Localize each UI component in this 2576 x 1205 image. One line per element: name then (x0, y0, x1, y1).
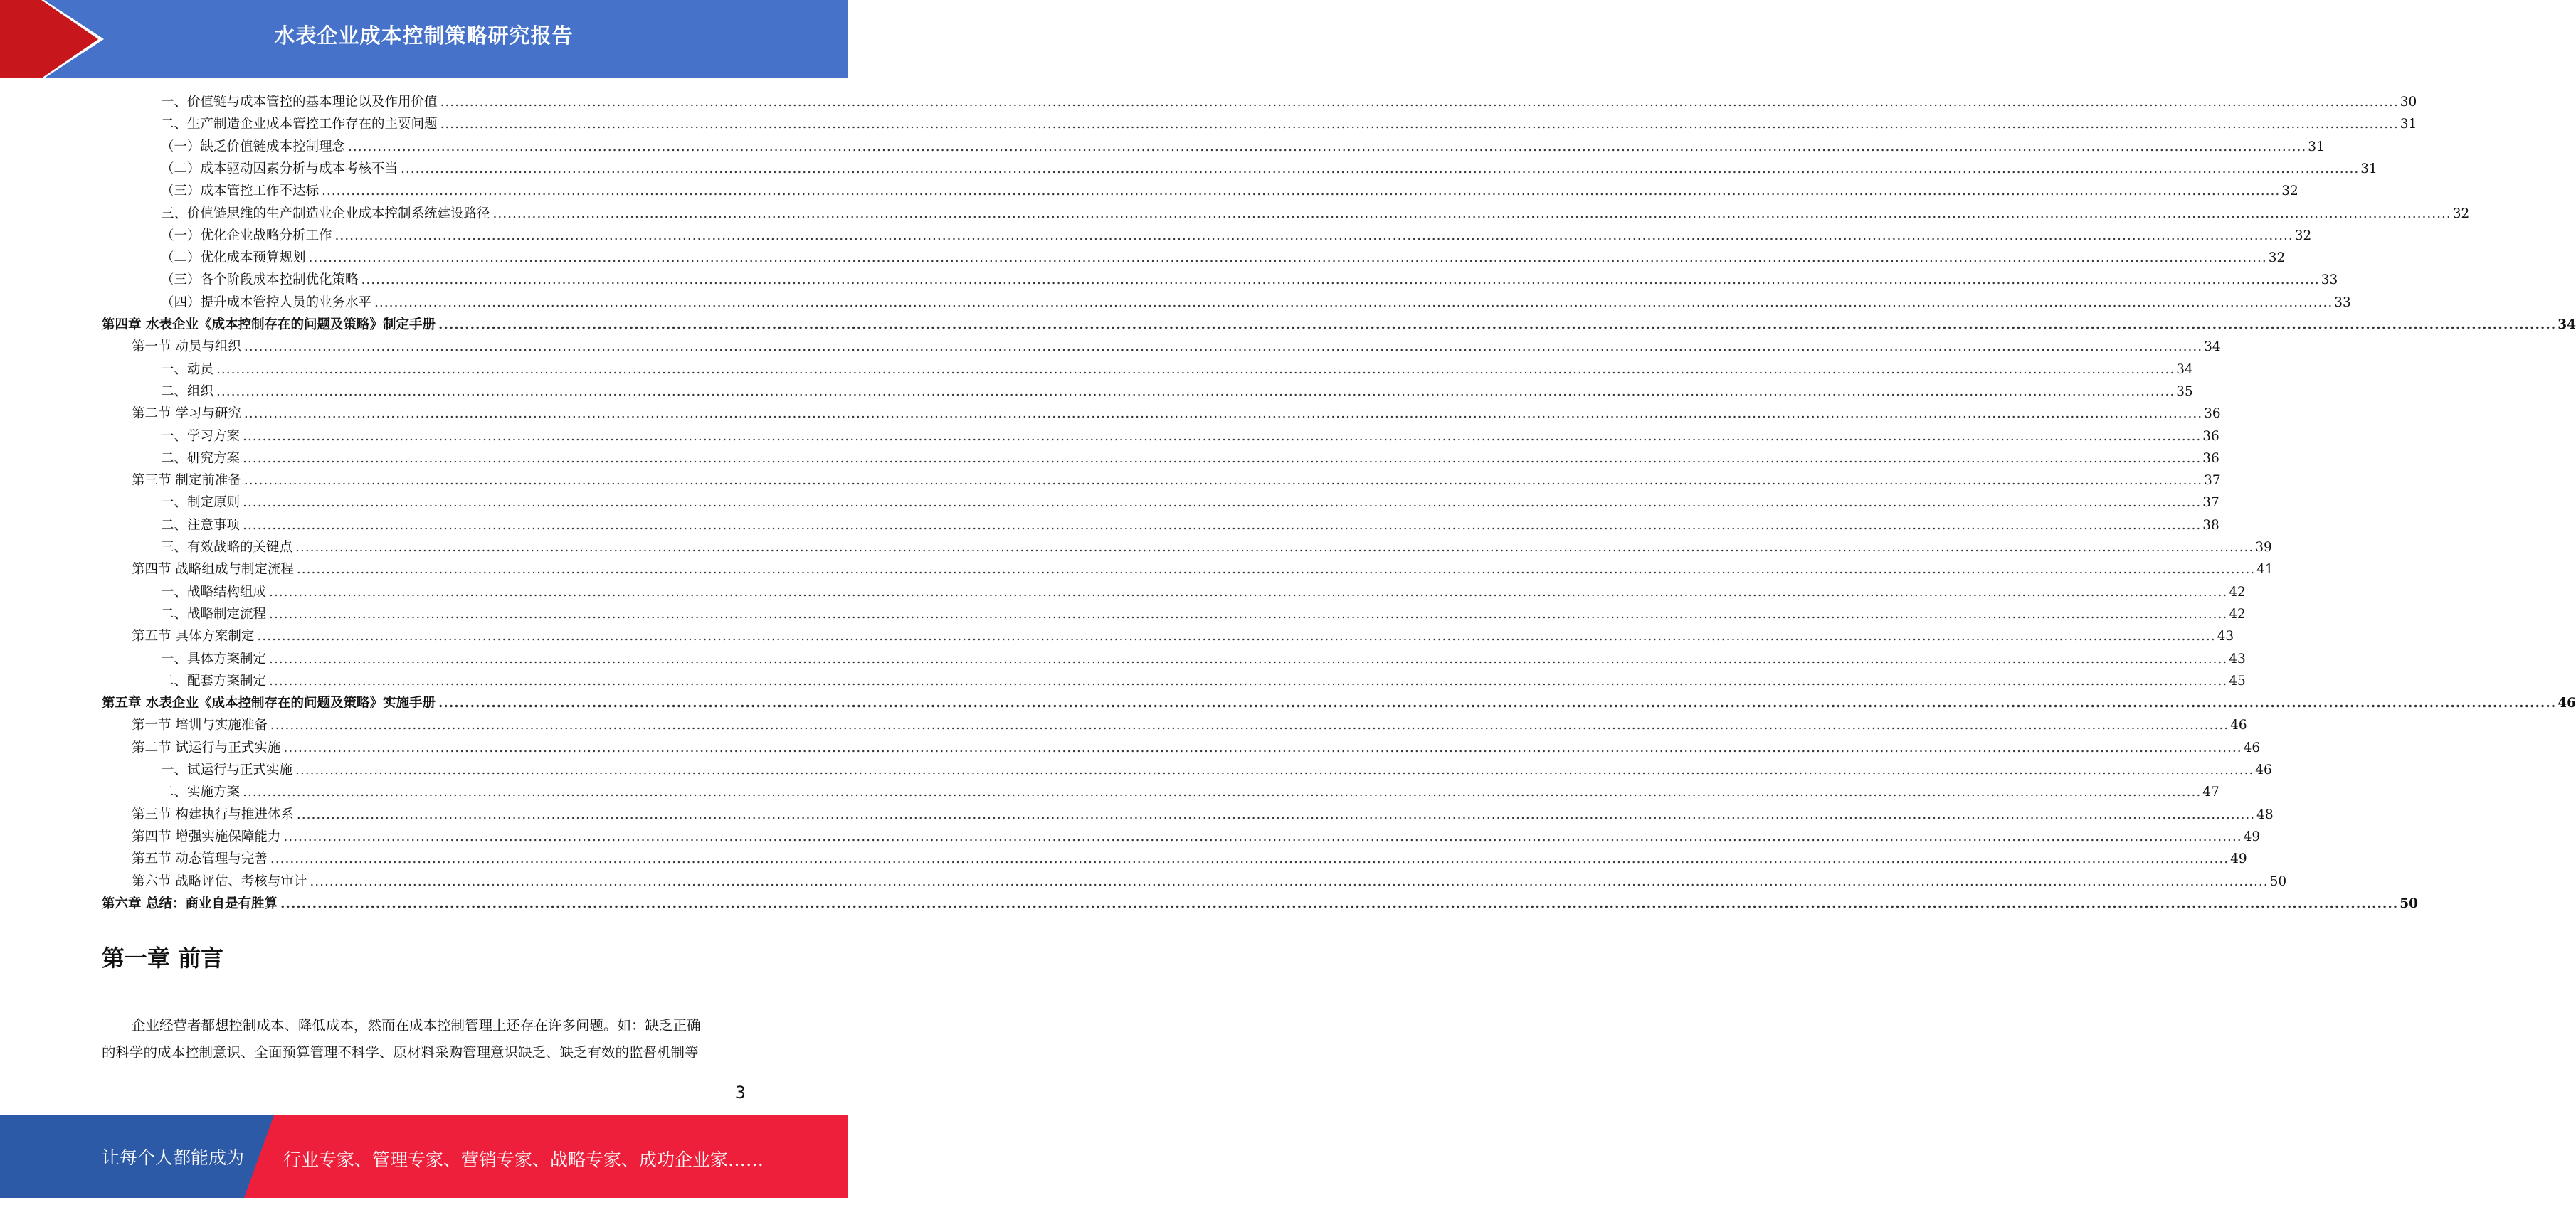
toc-dot-leader: ................................................................................................................................................................................................................................................................................................................................................................................................................ (216, 361, 2175, 377)
toc-entry-label: 第三节 制定前准备 (132, 473, 241, 489)
toc-entry-label: 一、制定原则 (161, 495, 241, 511)
toc-entry-label: 第一节 培训与实施准备 (132, 718, 268, 733)
toc-subsection-entry[interactable] (0, 113, 2417, 135)
toc-subsection-entry[interactable] (0, 492, 2219, 514)
toc-entry-label: （二）优化成本预算规划 (161, 250, 306, 266)
toc-page-number: 37 (2204, 473, 2221, 489)
toc-page-number: 50 (2269, 874, 2287, 889)
toc-subsection-entry[interactable] (0, 781, 2219, 803)
toc-page-number: 49 (2230, 851, 2247, 867)
toc-page-number: 33 (2334, 294, 2351, 310)
toc-page-number: 35 (2176, 383, 2193, 399)
toc-dot-leader: ................................................................................................................................................................................................................................................................................................................................................................................................................ (322, 184, 2281, 199)
footer-slogan-left: 让每个人都能成为 (102, 1147, 245, 1168)
toc-entry-label: 一、战略结构组成 (161, 584, 267, 600)
toc-entry-label: 第六节 战略评估、考核与审计 (132, 874, 307, 889)
toc-page-number: 46 (2255, 763, 2272, 777)
toc-entry-label: （三）各个阶段成本控制优化策略 (161, 272, 359, 288)
toc-page-number: 34 (2557, 317, 2576, 332)
toc-page-number: 46 (2230, 718, 2247, 733)
toc-section-entry[interactable] (0, 804, 2274, 826)
toc-entry-label: （一）缺乏价值链成本控制理念 (161, 139, 346, 154)
toc-section-entry[interactable] (0, 871, 2287, 893)
page-footer (0, 1115, 848, 1198)
toc-page-number: 36 (2202, 450, 2219, 466)
toc-section-entry[interactable] (0, 336, 2221, 358)
toc-entry-label: （二）成本驱动因素分析与成本考核不当 (161, 161, 398, 176)
toc-dot-leader: ................................................................................................................................................................................................................................................................................................................................................................................................................ (440, 117, 2399, 132)
toc-chapter-entry[interactable] (0, 692, 2576, 714)
toc-dot-leader: ................................................................................................................................................................................................................................................................................................................................................................................................................ (243, 339, 2203, 355)
paragraph-line: 的科学的成本控制意识、全面预算管理不科学、原材料采购管理意识缺乏、缺乏有效的监督机制等 (102, 1044, 699, 1061)
toc-page-number: 41 (2256, 562, 2274, 578)
toc-subsection-entry[interactable] (0, 158, 2377, 180)
toc-dot-leader: ................................................................................................................................................................................................................................................................................................................................................................................................................ (269, 651, 2228, 667)
toc-subsection-entry[interactable] (0, 269, 2338, 291)
toc-dot-leader: ................................................................................................................................................................................................................................................................................................................................................................................................................ (283, 740, 2242, 755)
toc-dot-leader: ................................................................................................................................................................................................................................................................................................................................................................................................................ (216, 383, 2175, 399)
toc-dot-leader: ................................................................................................................................................................................................................................................................................................................................................................................................................ (296, 807, 2256, 822)
toc-section-entry[interactable] (0, 848, 2247, 870)
toc-page-number: 47 (2202, 785, 2219, 800)
toc-dot-leader: ................................................................................................................................................................................................................................................................................................................................................................................................................ (361, 272, 2320, 288)
toc-entry-label: 第六章 总结：商业自是有胜算 (102, 896, 278, 911)
toc-subsection-entry[interactable] (0, 648, 2246, 670)
toc-subsection-entry[interactable] (0, 425, 2219, 447)
toc-dot-leader: ................................................................................................................................................................................................................................................................................................................................................................................................................ (243, 473, 2203, 489)
toc-entry-label: 二、注意事项 (161, 517, 241, 533)
toc-page-number: 49 (2243, 829, 2261, 844)
toc-subsection-entry[interactable] (0, 91, 2417, 113)
toc-dot-leader: ................................................................................................................................................................................................................................................................................................................................................................................................................ (270, 851, 2229, 867)
toc-page-number: 31 (2360, 161, 2377, 176)
page-header (0, 0, 848, 78)
toc-page-number: 31 (2308, 139, 2325, 154)
toc-page-number: 32 (2281, 184, 2298, 199)
toc-entry-label: 二、组织 (161, 383, 214, 399)
toc-dot-leader: ................................................................................................................................................................................................................................................................................................................................................................................................................ (269, 606, 2228, 622)
toc-dot-leader: ................................................................................................................................................................................................................................................................................................................................................................................................................ (296, 562, 2256, 578)
toc-subsection-entry[interactable] (0, 581, 2246, 603)
toc-subsection-entry[interactable] (0, 203, 2470, 225)
toc-entry-label: 一、试运行与正式实施 (161, 763, 293, 777)
toc-page-number: 33 (2321, 272, 2338, 288)
toc-subsection-entry[interactable] (0, 514, 2219, 536)
paragraph-line: 企业经营者都想控制成本、降低成本，然而在成本控制管理上还存在许多问题。如：缺乏正确 (132, 1017, 701, 1034)
toc-dot-leader: ................................................................................................................................................................................................................................................................................................................................................................................................................ (492, 206, 2451, 221)
toc-entry-label: 一、动员 (161, 361, 214, 377)
toc-entry-label: 第四章 水表企业《成本控制存在的问题及策略》制定手册 (102, 317, 436, 332)
toc-entry-label: 一、价值链与成本管控的基本理论以及作用价值 (161, 95, 438, 110)
toc-dot-leader: ................................................................................................................................................................................................................................................................................................................................................................................................................ (269, 584, 2228, 600)
toc-dot-leader: ................................................................................................................................................................................................................................................................................................................................................................................................................ (401, 161, 2360, 176)
toc-page-number: 38 (2202, 517, 2219, 533)
toc-page-number: 46 (2243, 740, 2261, 755)
toc-entry-label: 第二节 试运行与正式实施 (132, 740, 281, 755)
toc-subsection-entry[interactable] (0, 225, 2312, 247)
toc-entry-label: 二、生产制造企业成本管控工作存在的主要问题 (161, 117, 438, 132)
toc-entry-label: 二、战略制定流程 (161, 606, 267, 622)
toc-dot-leader: ................................................................................................................................................................................................................................................................................................................................................................................................................ (374, 294, 2333, 310)
chapter-heading: 第一章 前言 (102, 945, 224, 972)
toc-dot-leader: ................................................................................................................................................................................................................................................................................................................................................................................................................ (243, 450, 2202, 466)
toc-dot-leader: ................................................................................................................................................................................................................................................................................................................................................................................................................ (280, 896, 2399, 911)
toc-dot-leader: ................................................................................................................................................................................................................................................................................................................................................................................................................ (310, 874, 2269, 889)
toc-page-number: 45 (2229, 673, 2246, 689)
toc-entry-label: 二、配套方案制定 (161, 673, 267, 689)
toc-dot-leader: ................................................................................................................................................................................................................................................................................................................................................................................................................ (270, 718, 2229, 733)
toc-page-number: 32 (2452, 206, 2470, 221)
toc-dot-leader: ................................................................................................................................................................................................................................................................................................................................................................................................................ (243, 517, 2202, 533)
toc-entry-label: 第四节 增强实施保障能力 (132, 829, 281, 844)
toc-subsection-entry[interactable] (0, 759, 2272, 781)
toc-entry-label: 第五节 动态管理与完善 (132, 851, 268, 867)
toc-entry-label: 一、学习方案 (161, 428, 241, 444)
toc-entry-label: 第五节 具体方案制定 (132, 629, 255, 644)
toc-entry-label: 一、具体方案制定 (161, 651, 267, 667)
toc-entry-label: 第三节 构建执行与推进体系 (132, 807, 294, 822)
toc-chapter-entry[interactable] (0, 893, 2418, 915)
toc-entry-label: （三）成本管控工作不达标 (161, 184, 320, 199)
toc-section-entry[interactable] (0, 737, 2261, 759)
toc-dot-leader: ................................................................................................................................................................................................................................................................................................................................................................................................................ (334, 228, 2293, 243)
toc-subsection-entry[interactable] (0, 447, 2219, 469)
toc-subsection-entry[interactable] (0, 381, 2193, 403)
toc-page-number: 37 (2202, 495, 2219, 511)
toc-dot-leader: ................................................................................................................................................................................................................................................................................................................................................................................................................ (308, 250, 2267, 266)
toc-entry-label: 第一节 动员与组织 (132, 339, 241, 355)
toc-page-number: 32 (2268, 250, 2286, 266)
toc-section-entry[interactable] (0, 826, 2261, 848)
toc-subsection-entry[interactable] (0, 536, 2272, 558)
toc-entry-label: 第四节 战略组成与制定流程 (132, 562, 294, 578)
toc-dot-leader: ................................................................................................................................................................................................................................................................................................................................................................................................................ (257, 629, 2216, 644)
toc-subsection-entry[interactable] (0, 136, 2325, 158)
toc-dot-leader: ................................................................................................................................................................................................................................................................................................................................................................................................................ (243, 495, 2202, 511)
toc-dot-leader: ................................................................................................................................................................................................................................................................................................................................................................................................................ (348, 139, 2307, 154)
toc-subsection-entry[interactable] (0, 670, 2246, 692)
body-paragraph (102, 1012, 746, 1066)
toc-dot-leader: ................................................................................................................................................................................................................................................................................................................................................................................................................ (295, 763, 2254, 777)
toc-entry-label: 二、研究方案 (161, 450, 241, 466)
page-number: 3 (734, 1083, 746, 1103)
toc-chapter-entry[interactable] (0, 314, 2576, 336)
toc-subsection-entry[interactable] (0, 603, 2246, 625)
toc-page-number: 34 (2176, 361, 2193, 377)
toc-entry-label: 第五章 水表企业《成本控制存在的问题及策略》实施手册 (102, 696, 436, 711)
toc-dot-leader: ................................................................................................................................................................................................................................................................................................................................................................................................................ (283, 829, 2242, 844)
toc-entry-label: （一）优化企业战略分析工作 (161, 228, 332, 243)
toc-entry-label: 第二节 学习与研究 (132, 406, 241, 422)
toc-page-number: 39 (2255, 540, 2272, 555)
toc-page-number: 31 (2400, 117, 2417, 132)
toc-page-number: 42 (2229, 584, 2246, 600)
toc-page-number: 43 (2217, 629, 2234, 644)
toc-page-number: 48 (2256, 807, 2274, 822)
toc-entry-label: （四）提升成本管控人员的业务水平 (161, 294, 372, 310)
toc-entry-label: 三、有效战略的关键点 (161, 540, 293, 555)
toc-entry-label: 二、实施方案 (161, 785, 241, 800)
toc-page-number: 30 (2400, 95, 2417, 110)
toc-dot-leader: ................................................................................................................................................................................................................................................................................................................................................................................................................ (440, 95, 2399, 110)
toc-dot-leader: ................................................................................................................................................................................................................................................................................................................................................................................................................ (295, 540, 2254, 555)
toc-dot-leader: ................................................................................................................................................................................................................................................................................................................................................................................................................ (243, 785, 2202, 800)
toc-dot-leader: ................................................................................................................................................................................................................................................................................................................................................................................................................ (243, 428, 2202, 444)
toc-dot-leader: ................................................................................................................................................................................................................................................................................................................................................................................................................ (269, 673, 2228, 689)
toc-page-number: 43 (2229, 651, 2246, 667)
toc-dot-leader: ................................................................................................................................................................................................................................................................................................................................................................................................................ (438, 317, 2557, 332)
toc-page-number: 42 (2229, 606, 2246, 622)
document-title: 水表企业成本控制策略研究报告 (274, 23, 574, 48)
toc-section-entry[interactable] (0, 469, 2221, 492)
toc-section-entry[interactable] (0, 403, 2221, 425)
toc-page-number: 32 (2294, 228, 2312, 243)
toc-subsection-entry[interactable] (0, 247, 2286, 269)
toc-page-number: 34 (2204, 339, 2221, 355)
toc-section-entry[interactable] (0, 558, 2274, 580)
toc-page-number: 50 (2400, 896, 2418, 911)
toc-section-entry[interactable] (0, 625, 2234, 647)
footer-slogan-right: 行业专家、管理专家、营销专家、战略专家、成功企业家…… (283, 1150, 764, 1170)
toc-page-number: 36 (2202, 428, 2219, 444)
toc-page-number: 36 (2204, 406, 2221, 422)
toc-subsection-entry[interactable] (0, 180, 2298, 202)
toc-entry-label: 三、价值链思维的生产制造业企业成本控制系统建设路径 (161, 206, 490, 221)
toc-subsection-entry[interactable] (0, 359, 2193, 381)
toc-subsection-entry[interactable] (0, 292, 2351, 314)
toc-dot-leader: ................................................................................................................................................................................................................................................................................................................................................................................................................ (243, 406, 2203, 422)
toc-section-entry[interactable] (0, 714, 2247, 736)
toc-dot-leader: ................................................................................................................................................................................................................................................................................................................................................................................................................ (438, 696, 2557, 711)
toc-page-number: 46 (2557, 696, 2576, 711)
